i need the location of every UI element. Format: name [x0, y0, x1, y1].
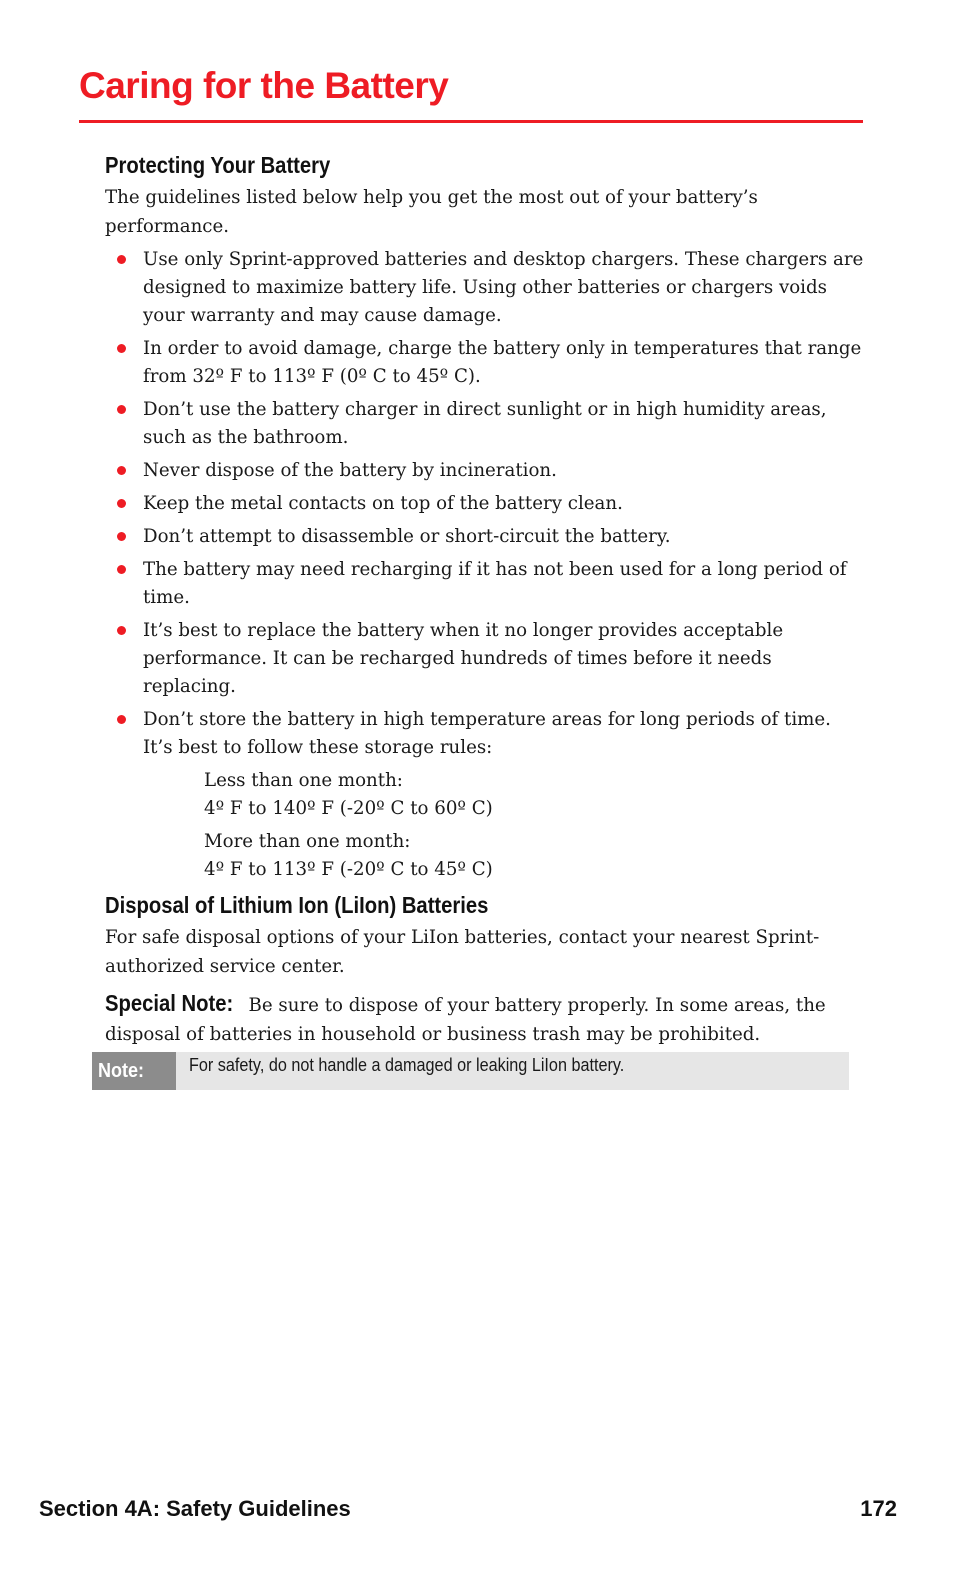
list-item [105, 457, 865, 485]
note-box [92, 1052, 849, 1090]
list-item [105, 335, 865, 391]
list-item [105, 490, 865, 518]
list-item-text: Don’t store the battery in high temperature areas for long periods of time. It’s best to follow these storage rules: [143, 709, 831, 758]
bullet-icon [117, 626, 126, 635]
bullet-icon [117, 466, 126, 475]
list-item-text: Keep the metal contacts on top of the battery clean. [143, 493, 623, 514]
protecting-intro: The guidelines listed below help you get the most out of your battery’s performance. [105, 187, 758, 237]
note-text-content: For safety, do not handle a damaged or leaking LiIon battery. [189, 1055, 625, 1075]
list-item-text: Never dispose of the battery by incineration. [143, 460, 557, 481]
battery-guidelines-list [105, 246, 865, 762]
bullet-icon [117, 565, 126, 574]
storage-rules [204, 767, 865, 884]
bullet-icon [117, 344, 126, 353]
bullet-icon [117, 255, 126, 264]
list-item [105, 617, 865, 701]
list-item [105, 396, 865, 452]
list-item-text: Don’t use the battery charger in direct sunlight or in high humidity areas, such as the bathroom. [143, 399, 827, 448]
note-label-text: Note: [98, 1059, 144, 1082]
page-title: Caring for the Battery [79, 65, 449, 106]
note-label [92, 1052, 176, 1090]
note-text [176, 1052, 673, 1090]
list-item [105, 523, 865, 551]
page-number: 172 [860, 1496, 897, 1521]
bullet-icon [117, 532, 126, 541]
storage-rule-long [204, 828, 865, 884]
special-note [105, 989, 865, 1049]
main-content [105, 152, 865, 1049]
storage-rule-range: 4º F to 113º F (-20º C to 45º C) [204, 859, 493, 880]
list-item [105, 556, 865, 612]
storage-rule-range: 4º F to 140º F (-20º C to 60º C) [204, 798, 493, 819]
protecting-heading: Protecting Your Battery [105, 152, 331, 178]
special-note-text: Be sure to dispose of your battery properly. In some areas, the disposal of batteries in household or business trash may be prohibited. [105, 995, 826, 1045]
storage-rule-short [204, 767, 865, 823]
disposal-heading: Disposal of Lithium Ion (LiIon) Batteries [105, 892, 489, 918]
storage-rule-label: Less than one month: [204, 770, 403, 791]
title-rule [79, 120, 863, 123]
list-item [105, 246, 865, 330]
storage-rule-label: More than one month: [204, 831, 411, 852]
bullet-icon [117, 715, 126, 724]
list-item-text: In order to avoid damage, charge the battery only in temperatures that range from 32º F to 113º F (0º C to 45º C). [143, 338, 862, 387]
list-item-text: Don’t attempt to disassemble or short-circuit the battery. [143, 526, 671, 547]
list-item-text: Use only Sprint-approved batteries and desktop chargers. These chargers are designed to maximize battery life. Using other batteries or chargers voids your warranty and may cause damage. [143, 249, 864, 326]
bullet-icon [117, 499, 126, 508]
disposal-section [105, 892, 865, 1049]
disposal-body: For safe disposal options of your LiIon batteries, contact your nearest Sprint-authorized service center. [105, 927, 820, 977]
list-item-text: It’s best to replace the battery when it no longer provides acceptable performance. It can be recharged hundreds of times before it needs replacing. [143, 620, 784, 697]
list-item [105, 706, 865, 762]
footer [39, 1496, 897, 1522]
list-item-text: The battery may need recharging if it has not been used for a long period of time. [143, 559, 847, 608]
special-note-label: Special Note: [105, 990, 234, 1016]
bullet-icon [117, 405, 126, 414]
footer-section: Section 4A: Safety Guidelines [39, 1496, 351, 1521]
